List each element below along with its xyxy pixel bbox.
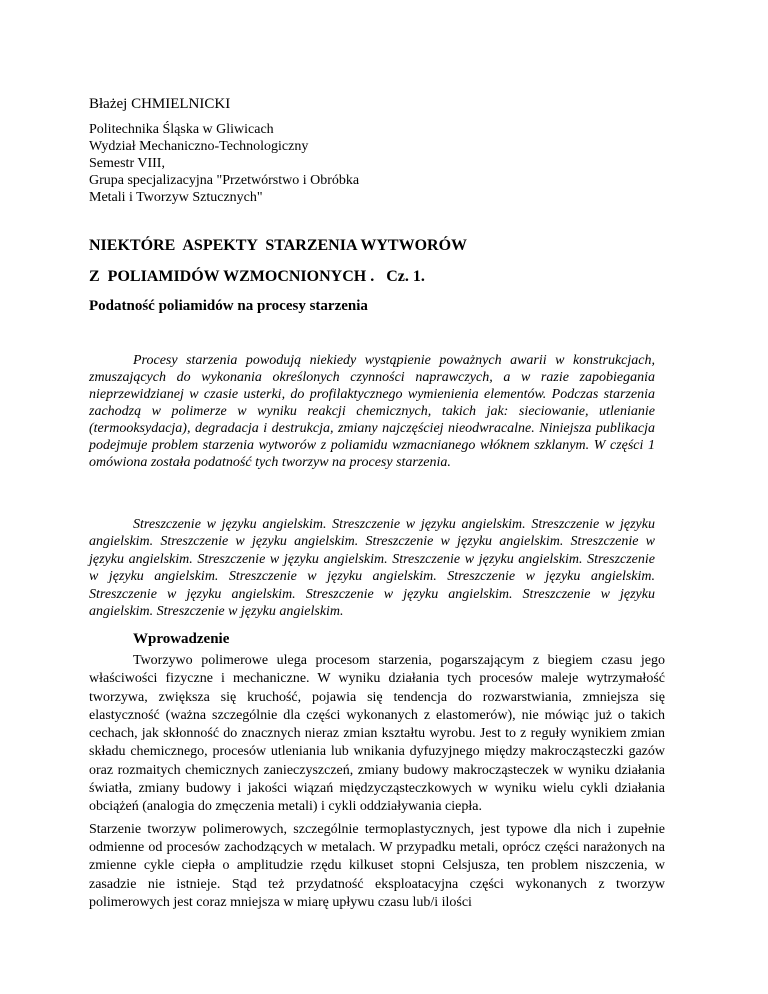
affiliation-group-cont: Metali i Tworzyw Sztucznych"	[89, 190, 263, 205]
author-name: Błażej CHMIELNICKI	[89, 96, 231, 112]
body-paragraph-2: Starzenie tworzyw polimerowych, szczególnie termoplastycznych, jest typowe dla nich i zupełnie odmienne od procesów zachodzących w metalach. W przypadku metali, oprócz części narażonych na zmienne cykle ciepła o amplitudzie rzędu kilkuset stopni Celsjusza, ten problem niszczenia, w zasadzie nie istnieje. Stąd też przydatność eksploatacyjna części wykonanych z tworzyw polimerowych jest coraz mniejsza w miarę upływu czasu lub/i ilości	[89, 822, 665, 910]
body-paragraph-1: Tworzywo polimerowe ulega procesom starzenia, pogarszającym z biegiem czasu jego właściwości fizyczne i mechaniczne. W wyniku działania tych procesów maleje wytrzymałość tworzywa, zwiększa się kruchość, pojawia się tendencja do rozwarstwiania, zmniejsza się elastyczność (ważna szczególnie dla części wykonanych z elastomerów), nie mówiąc już o takich cechach, jak skłonność do znacznych nieraz zmian kształtu wyrobu. Jest to z reguły wynikiem zmian składu chemicznego, procesów utleniania lub wnikania dyfuzyjnego między makrocząsteczki gazów oraz rozmaitych chemicznych zanieczyszczeń, zmiany budowy makrocząsteczek w wyniku działania światła, zmiany budowy i jakości wiązań międzycząsteczkowych w wyniku wielu cykli działania obciążeń (analogia do zmęczenia metali) i cykli oddziaływania ciepła.	[89, 653, 665, 815]
author-block	[89, 95, 649, 206]
abstract-english: Streszczenie w języku angielskim. Streszczenie w języku angielskim. Streszczenie w języku angielskim. Streszczenie w języku angielskim. Streszczenie w języku angielskim. Streszczenie w języku angielskim. Streszczenie w języku angielskim. Streszczenie w języku angielskim. Streszczenie w języku angielskim. Streszczenie w języku angielskim. Streszczenie w języku angielskim. Streszczenie w języku angielskim. Streszczenie w języku angielskim. Streszczenie w języku angielskim. Streszczenie w języku angielskim.	[89, 517, 655, 620]
affiliation-university: Politechnika Śląska w Gliwicach	[89, 122, 274, 137]
affiliation-group: Grupa specjalizacyjna "Przetwórstwo i Obróbka	[89, 173, 360, 188]
title-block	[89, 236, 689, 315]
title-line-2: Z POLIAMIDÓW WZMOCNIONYCH . Cz. 1.	[89, 268, 425, 285]
affiliation-semester: Semestr VIII,	[89, 156, 165, 171]
affiliation-faculty: Wydział Mechaniczno-Technologiczny	[89, 139, 309, 154]
section-heading: Wprowadzenie	[133, 631, 230, 647]
title-line-1: NIEKTÓRE ASPEKTY STARZENIA WYTWORÓW	[89, 237, 468, 254]
abstract-polish: Procesy starzenia powodują niekiedy wystąpienie poważnych awarii w konstrukcjach, zmuszających do wykonania określonych czynności naprawczych, a w razie zapobiegania nieprzewidzianej w czasie usterki, do profilaktycznego wymienienia elementów. Podczas starzenia zachodzą w polimerze w wyniku reakcji chemicznych, takich jak: sieciowanie, utlenianie (termooksydacja), degradacja i destrukcja, zmiany najczęściej nieodwracalne. Niniejsza publikacja podejmuje problem starzenia wytworów z poliamidu wzmacnianego włóknem szklanym. W części 1 omówiona została podatność tych tworzyw na procesy starzenia.	[89, 353, 655, 470]
subtitle: Podatność poliamidów na procesy starzenia	[89, 298, 368, 314]
